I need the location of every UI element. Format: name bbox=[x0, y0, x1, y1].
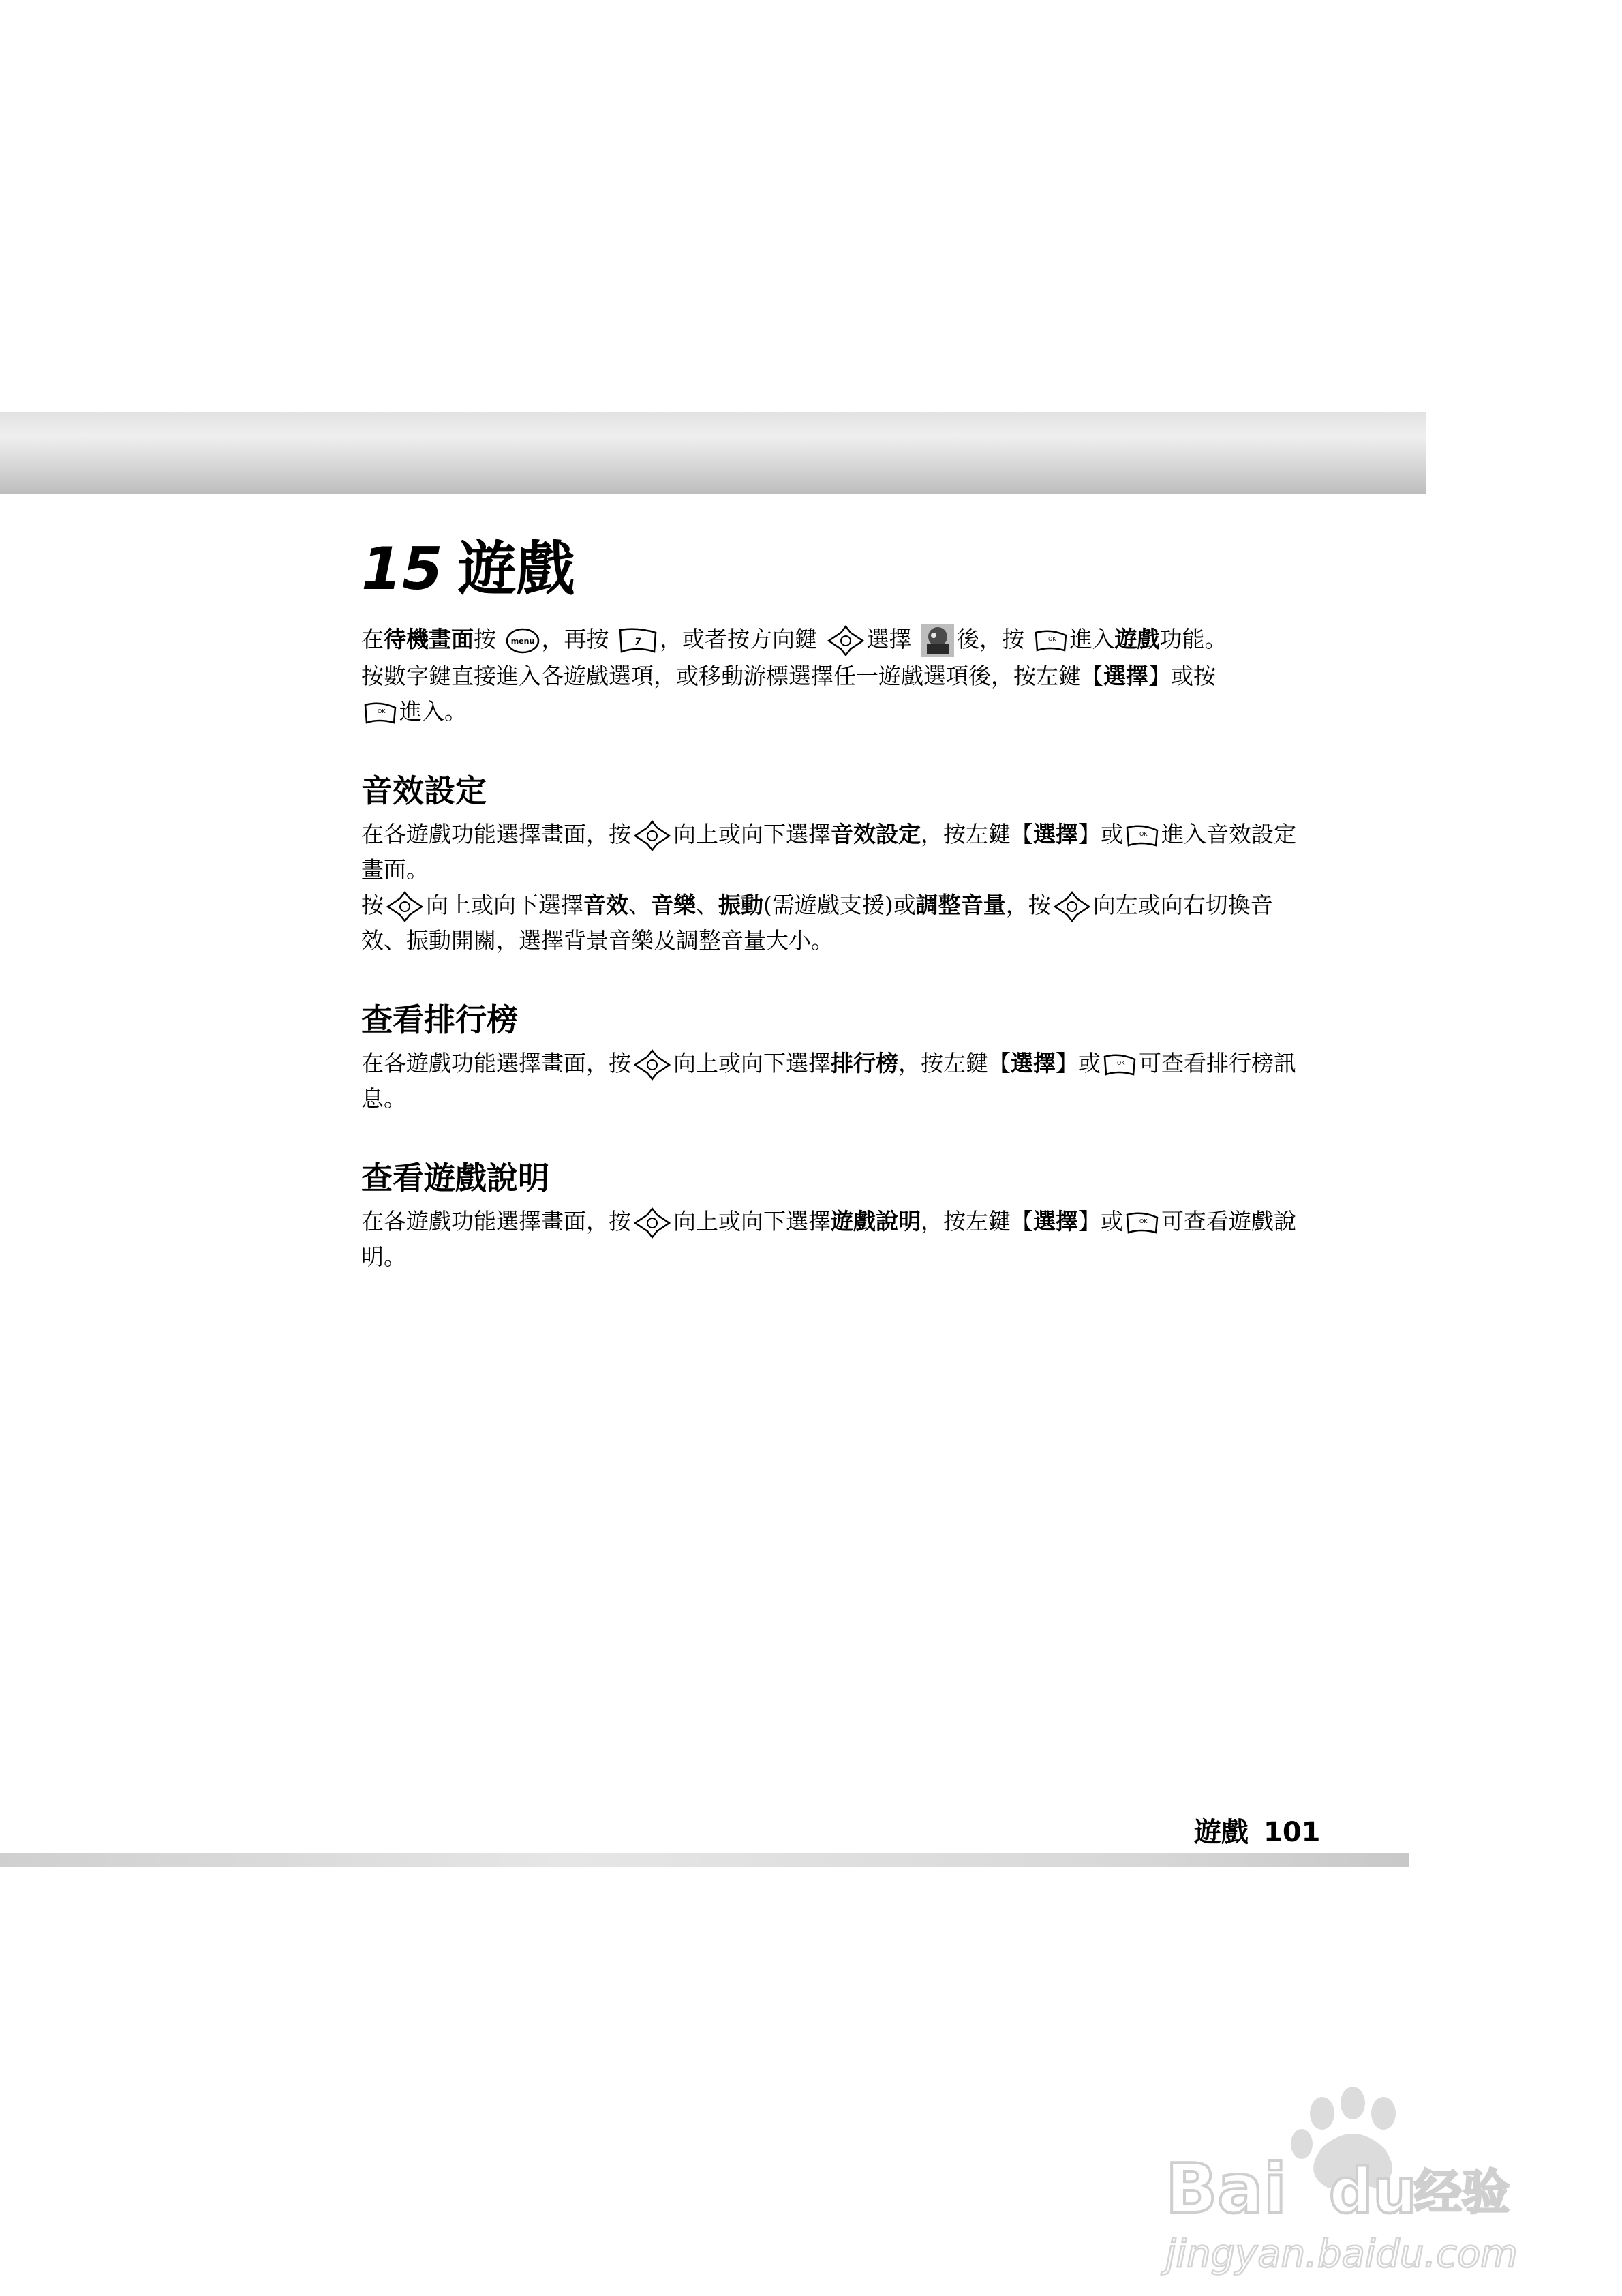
text-bold: 選擇 bbox=[1033, 1208, 1078, 1235]
text: 在 bbox=[361, 626, 384, 652]
direction-key-icon bbox=[632, 1048, 672, 1081]
svg-text:OK: OK bbox=[1117, 1060, 1125, 1066]
text: 功能。 bbox=[1159, 626, 1227, 652]
text-bold: 選擇 bbox=[1103, 663, 1148, 689]
page-footer bbox=[1194, 1813, 1321, 1852]
text: 向上或向下選擇 bbox=[673, 1208, 831, 1235]
svg-text:7: 7 bbox=[634, 637, 641, 648]
intro-paragraph-1 bbox=[361, 622, 1302, 659]
text: 按數字鍵直接進入各遊戲選項，或移動游標選擇任一遊戲選項後，按左鍵【 bbox=[361, 663, 1103, 689]
text-bold: 振動 bbox=[718, 892, 763, 918]
section-heading-sound-settings: 音效設定 bbox=[361, 772, 487, 809]
page-number: 101 bbox=[1264, 1817, 1321, 1848]
svg-text:OK: OK bbox=[378, 708, 386, 714]
text: 按 bbox=[474, 626, 496, 652]
text: 可查看排行榜訊息。 bbox=[361, 1050, 1296, 1112]
text-bold: 音效 bbox=[583, 892, 628, 918]
section-paragraph bbox=[361, 1204, 1302, 1275]
svg-text:经验: 经验 bbox=[1414, 2164, 1510, 2220]
ok-key-icon bbox=[1033, 627, 1069, 654]
text: 向上或向下選擇 bbox=[673, 821, 831, 847]
direction-key-icon bbox=[1052, 890, 1092, 923]
chapter-number: 15 bbox=[361, 535, 443, 603]
text: 選擇 bbox=[866, 626, 912, 652]
svg-text:menu: menu bbox=[510, 637, 534, 646]
text: ，再按 bbox=[541, 626, 609, 652]
text: 可查看遊戲說明。 bbox=[361, 1208, 1296, 1270]
text-bold: 調整音量 bbox=[915, 892, 1006, 918]
text: 在各遊戲功能選擇畫面，按 bbox=[361, 1208, 631, 1235]
hotkey-7-icon bbox=[617, 626, 658, 656]
text: ，按左鍵【 bbox=[921, 1208, 1033, 1235]
svg-text:Bai: Bai bbox=[1165, 2149, 1287, 2229]
text: 】或按 bbox=[1148, 663, 1216, 689]
page-content bbox=[361, 532, 1302, 1275]
text: (需遊戲支援)或 bbox=[763, 892, 916, 918]
svg-text:jingyan.baidu.com: jingyan.baidu.com bbox=[1165, 2232, 1518, 2276]
text: 按 bbox=[361, 892, 384, 918]
direction-key-icon bbox=[632, 1207, 672, 1239]
text: 進入音效設定畫面。 bbox=[361, 821, 1296, 883]
text: 、 bbox=[628, 892, 651, 918]
chapter-title bbox=[361, 532, 1302, 607]
text-bold: 遊戲 bbox=[1114, 626, 1160, 652]
text-bold: 選擇 bbox=[1011, 1050, 1056, 1076]
footer-band bbox=[0, 1853, 1409, 1867]
section-paragraph bbox=[361, 1046, 1302, 1117]
text-bold: 音效設定 bbox=[831, 821, 921, 847]
svg-text:OK: OK bbox=[1139, 1218, 1148, 1224]
text: 進入。 bbox=[399, 698, 467, 725]
svg-text:du: du bbox=[1329, 2156, 1417, 2227]
ok-key-icon bbox=[1102, 1051, 1137, 1078]
svg-text:OK: OK bbox=[1139, 831, 1148, 837]
text: 在各遊戲功能選擇畫面，按 bbox=[361, 1050, 631, 1076]
text: 在各遊戲功能選擇畫面，按 bbox=[361, 821, 631, 847]
text-bold: 遊戲說明 bbox=[831, 1208, 921, 1235]
ok-key-icon bbox=[363, 699, 398, 727]
section-paragraph bbox=[361, 888, 1302, 958]
direction-key-icon bbox=[385, 890, 425, 923]
direction-key-icon bbox=[826, 624, 866, 657]
section-paragraph bbox=[361, 817, 1302, 888]
section-heading-leaderboard: 查看排行榜 bbox=[361, 1001, 518, 1038]
text: 、 bbox=[696, 892, 718, 918]
text: 】或 bbox=[1078, 821, 1123, 847]
chapter-name: 遊戲 bbox=[457, 535, 575, 603]
text-bold: 音樂 bbox=[651, 892, 696, 918]
text-bold: 選擇 bbox=[1033, 821, 1078, 847]
ok-key-icon bbox=[1124, 1209, 1160, 1237]
menu-key-icon bbox=[505, 627, 540, 654]
baidu-jingyan-watermark bbox=[1159, 2072, 1540, 2277]
svg-text:OK: OK bbox=[1047, 636, 1056, 642]
header-band bbox=[0, 412, 1426, 494]
text: ，按左鍵【 bbox=[921, 821, 1033, 847]
text: ，按 bbox=[1005, 892, 1051, 918]
text: 】或 bbox=[1056, 1050, 1101, 1076]
text: 後，按 bbox=[957, 626, 1024, 652]
intro-paragraph-2 bbox=[361, 659, 1302, 729]
text: ，按左鍵【 bbox=[898, 1050, 1011, 1076]
text-bold: 待機畫面 bbox=[384, 626, 474, 652]
text-bold: 排行榜 bbox=[831, 1050, 898, 1076]
text: 進入 bbox=[1069, 626, 1115, 652]
text: 】或 bbox=[1078, 1208, 1123, 1235]
ok-key-icon bbox=[1124, 822, 1160, 849]
text: ，或者按方向鍵 bbox=[660, 626, 817, 652]
text: 向上或向下選擇 bbox=[426, 892, 583, 918]
section-heading-game-instructions: 查看遊戲說明 bbox=[361, 1160, 549, 1196]
text: 向上或向下選擇 bbox=[673, 1050, 831, 1076]
text: 向左或向右切換音效、振動開關，選擇背景音樂及調整音量大小。 bbox=[361, 892, 1273, 954]
footer-section-label: 遊戲 bbox=[1194, 1817, 1249, 1848]
games-menu-icon bbox=[920, 623, 955, 659]
direction-key-icon bbox=[632, 819, 672, 852]
